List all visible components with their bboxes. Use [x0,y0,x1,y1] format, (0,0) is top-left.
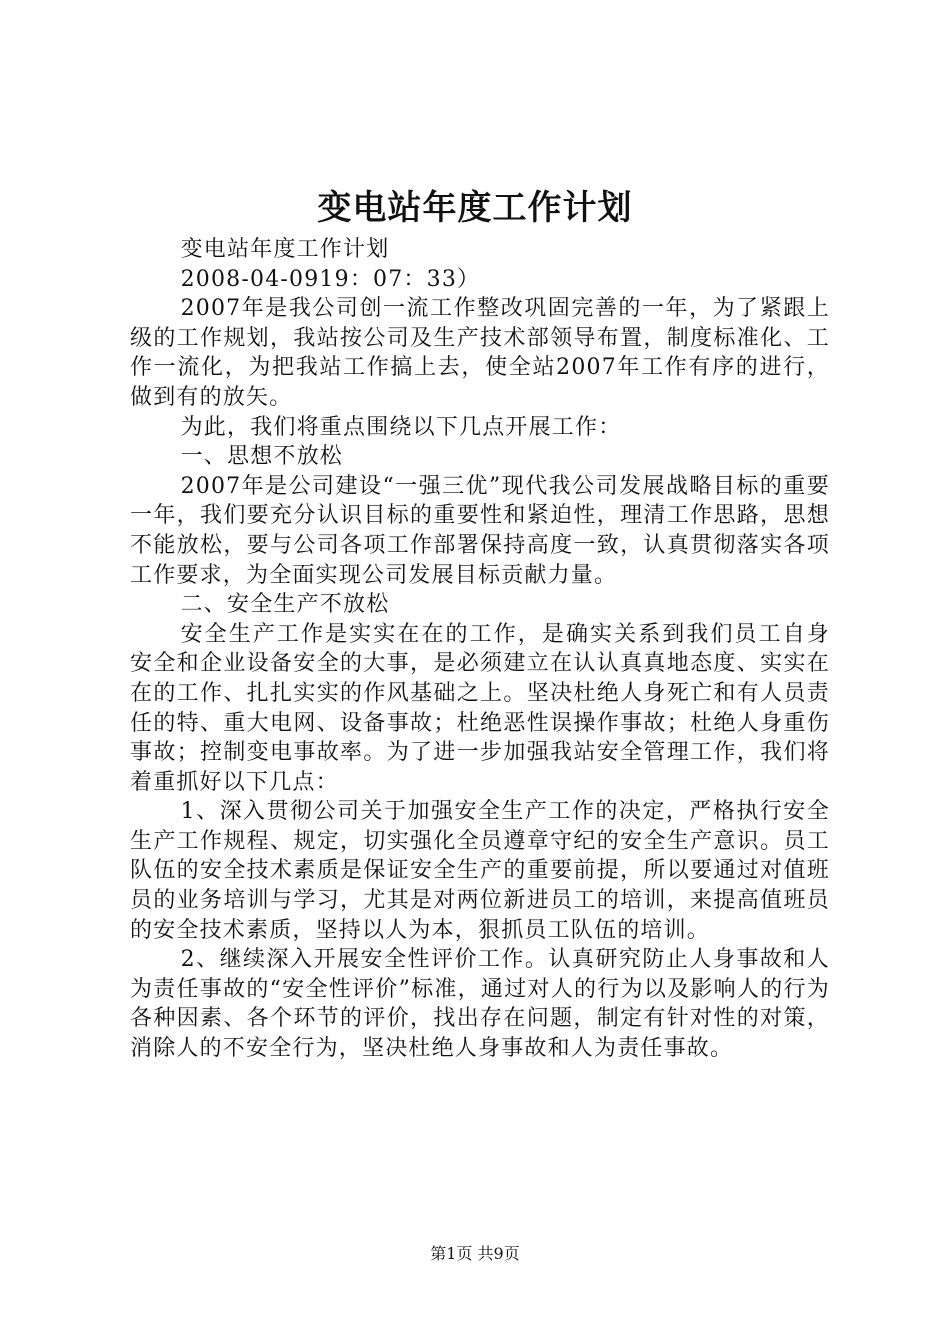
page-number-footer: 第1页 共9页 [430,1244,520,1263]
paragraph-subtitle: 变电站年度工作计划 [180,237,390,262]
paragraph-focus: 为此，我们将重点围绕以下几点开展工作： [180,414,622,440]
document-body [130,235,830,1064]
document-title: 变电站年度工作计划 [317,188,633,228]
paragraph-intro: 2007年是我公司创一流工作整改巩固完善的一年，为了紧跟上级的工作规划，我站按公司及生产技术部领导布置，制度标准化、工作一流化，为把我站工作搞上去，使全站2007年工作有序的进行，做到有的放矢。 [130,296,830,410]
paragraph-section-2: 安全生产工作是实实在在的工作，是确实关系到我们员工自身安全和企业设备安全的大事，是必须建立在认认真真地态度、实实在在的工作、扎扎实实的作风基础之上。坚决杜绝人身死亡和有人员责任的特、重大电网、设备事故；杜绝恶性误操作事故；杜绝人身重伤事故；控制变电事故率。为了进一步加强我站安全管理工作，我们将着重抓好以下几点： [130,621,830,795]
paragraph-item-2: 2、继续深入开展安全性评价工作。认真研究防止人身事故和人为责任事故的“安全性评价”标准，通过对人的行为以及影响人的行为各种因素、各个环节的评价，找出存在问题，制定有针对性的对策，消除人的不安全行为，坚决杜绝人身事故和人为责任事故。 [130,947,830,1062]
paragraph-section-1: 2007年是公司建设“一强三优”现代我公司发展战略目标的重要一年，我们要充分认识目标的重要性和紧迫性，理清工作思路，思想不能放松，要与公司各项工作部署保持高度一致，认真贯彻落实各项工作要求，为全面实现公司发展目标贡献力量。 [130,473,830,588]
section-heading-1: 一、思想不放松 [180,444,343,470]
paragraph-timestamp: 2008-04-0919：07：33） [180,266,481,292]
section-heading-2: 二、安全生产不放松 [180,592,390,618]
paragraph-item-1: 1、深入贯彻公司关于加强安全生产工作的决定，严格执行安全生产工作规程、规定，切实强化全员遵章守纪的安全生产意识。员工队伍的安全技术素质是保证安全生产的重要前提，所以要通过对值班员的业务培训与学习，尤其是对两位新进员工的培训，来提高值班员的安全技术素质，坚持以人为本，狠抓员工队伍的培训。 [130,799,830,943]
